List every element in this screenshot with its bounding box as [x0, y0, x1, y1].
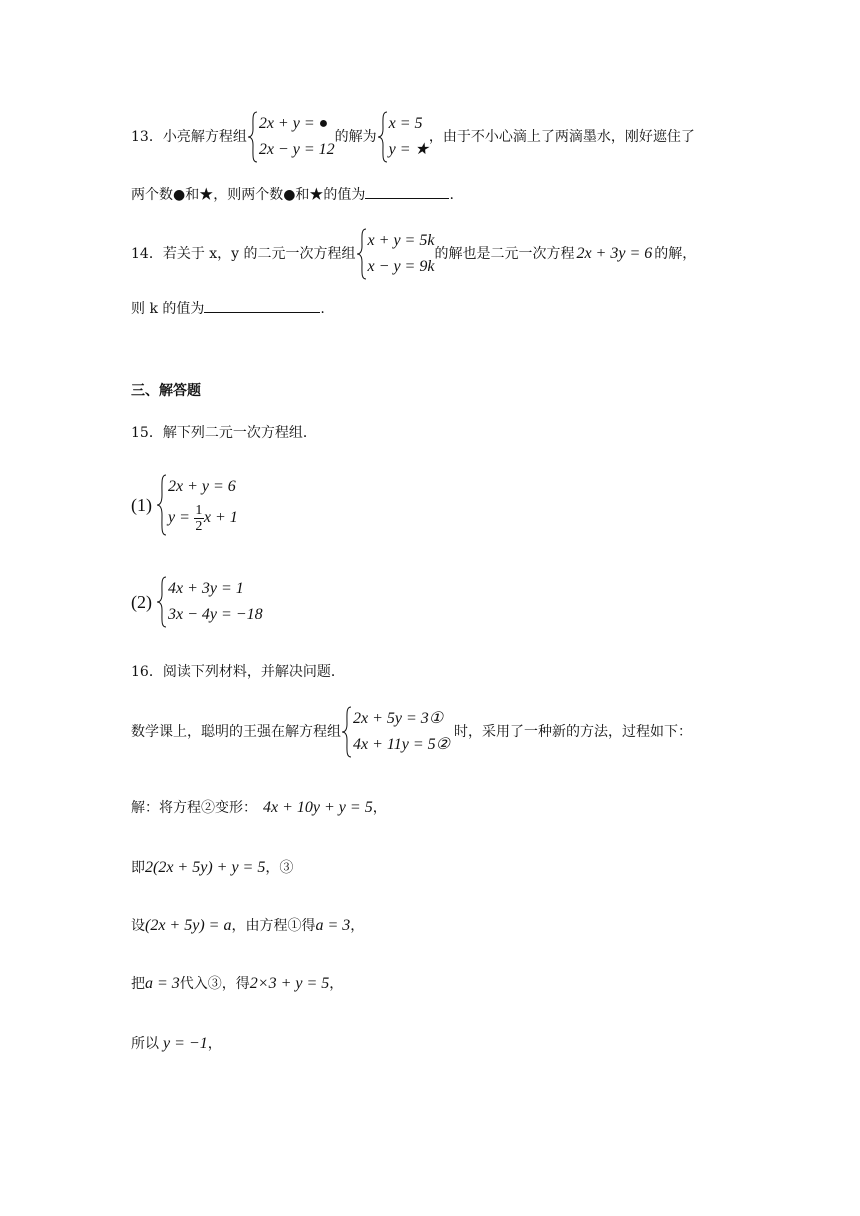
- solution-step-5: [131, 1036, 222, 1052]
- equation-system: [156, 474, 238, 536]
- section-title: 三、解答题: [131, 383, 201, 399]
- step-text: 设: [131, 918, 145, 934]
- step-text: 所以: [131, 1036, 159, 1052]
- part-label: (1): [131, 495, 152, 515]
- brace-icon: [356, 228, 368, 280]
- question-text: 两个数●和★，则两个数●和★的值为: [131, 187, 366, 203]
- equation: 3x − 4y = −18: [168, 606, 263, 623]
- equation-system: [341, 706, 450, 758]
- brace-icon: [341, 706, 353, 758]
- step-text: 即: [131, 860, 145, 876]
- equation: 2x + y = 6: [168, 478, 236, 495]
- answer-blank: [365, 186, 449, 199]
- equation-system: [156, 576, 263, 628]
- question-text: 若关于 x，y 的二元一次方程组: [162, 246, 356, 262]
- equation: 2x + 3y = 6: [576, 245, 653, 262]
- step-end: ，: [329, 976, 344, 992]
- question-text: ，由于不小心滴上了两滴墨水，刚好遮住了: [428, 129, 695, 145]
- question-16-intro: [131, 706, 692, 758]
- step-math: a = 3: [315, 917, 351, 934]
- solution-step-2: [131, 860, 293, 876]
- question-14: [131, 228, 696, 280]
- fraction: [194, 503, 204, 534]
- step-math: 4x + 10y + y = 5: [263, 799, 373, 816]
- solution: x = 5: [388, 115, 423, 132]
- step-math: 2×3 + y = 5: [249, 975, 330, 992]
- step-end: ，: [350, 918, 365, 934]
- question-13: [131, 111, 695, 163]
- equation: 2x + 5y = 3①: [353, 710, 444, 727]
- step-math: 2(2x + 5y) + y = 5: [145, 859, 266, 876]
- solution-step-3: [131, 918, 364, 934]
- question-15-part-1: [131, 474, 238, 536]
- step-text: 代入③，得: [179, 976, 250, 992]
- question-15: 15．解下列二元一次方程组．: [131, 425, 317, 441]
- step-math: (2x + 5y) = a: [145, 917, 232, 934]
- equation: x − y = 9k: [367, 258, 435, 275]
- step-text: ，由方程①得: [231, 918, 316, 934]
- question-text: 时，采用了一种新的方法，过程如下：: [453, 724, 692, 740]
- solution-system: [377, 111, 429, 163]
- equation-right: x + 1: [203, 509, 238, 526]
- equation: 4x + 11y = 5②: [353, 736, 450, 753]
- question-16: 16．阅读下列材料，并解决问题．: [131, 664, 345, 680]
- period: .: [449, 187, 454, 203]
- step-end: ，③: [265, 860, 294, 876]
- equation: 2x − y = 12: [258, 141, 335, 158]
- equation: x + y = 5k: [367, 232, 435, 249]
- brace-icon: [156, 474, 168, 536]
- step-math: a = 3: [145, 975, 180, 992]
- fraction-denominator: 2: [195, 518, 203, 534]
- answer-blank: [204, 300, 320, 313]
- equation-system: [356, 228, 435, 280]
- question-text: 的解，: [654, 246, 697, 262]
- question-text: 的解也是二元一次方程: [434, 246, 575, 262]
- step-end: ，: [207, 1036, 222, 1052]
- equation-system: [247, 111, 335, 163]
- step-text: 把: [131, 976, 145, 992]
- equation: 2x + y = ●: [258, 115, 329, 132]
- question-text: 小亮解方程组: [162, 129, 247, 145]
- question-number: 13．: [131, 129, 163, 145]
- brace-icon: [156, 576, 168, 628]
- step-end: ，: [372, 800, 387, 816]
- question-text: 数学课上，聪明的王强在解方程组: [131, 724, 341, 740]
- brace-icon: [377, 111, 389, 163]
- fraction-numerator: 1: [195, 502, 203, 518]
- question-number: 14．: [131, 246, 163, 262]
- solution: y = ★: [388, 141, 429, 158]
- question-13-line2: [131, 186, 454, 202]
- equation: 4x + 3y = 1: [168, 580, 244, 597]
- question-15-part-2: [131, 576, 263, 628]
- part-label: (2): [131, 592, 152, 612]
- step-math: y = −1: [163, 1035, 208, 1052]
- question-text: 则 k 的值为: [131, 301, 205, 317]
- brace-icon: [247, 111, 259, 163]
- solution-step-1: [131, 800, 387, 816]
- equation-left: y =: [168, 509, 194, 526]
- question-14-line2: [131, 300, 325, 316]
- question-text: 的解为: [334, 129, 377, 145]
- period: .: [320, 301, 325, 317]
- solution-step-4: [131, 976, 343, 992]
- step-text: 解：将方程②变形：: [131, 800, 257, 816]
- equation: [168, 500, 238, 536]
